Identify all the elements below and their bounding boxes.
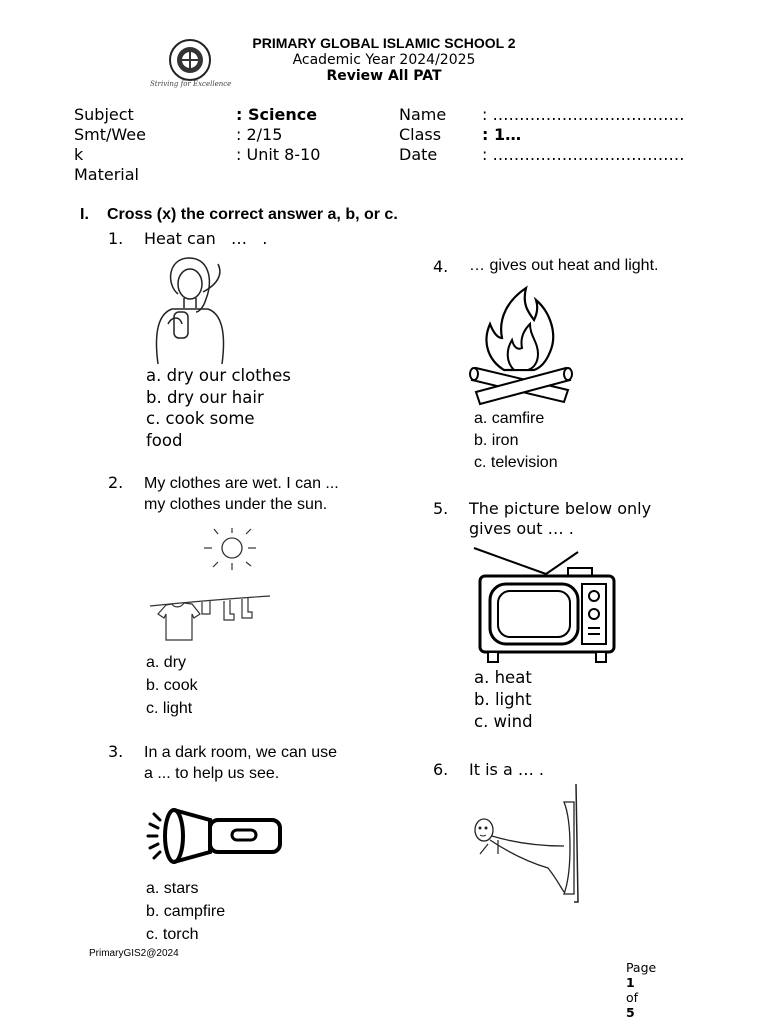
page-word: Page <box>625 960 657 975</box>
option-a[interactable]: a. heat <box>474 668 532 687</box>
question-4-options <box>474 408 558 474</box>
smt-week-label-k: k <box>74 145 84 164</box>
of-word: of <box>625 990 639 1005</box>
option-b[interactable]: b. dry our hair <box>146 387 264 407</box>
question-2-options <box>146 651 198 720</box>
option-c[interactable]: c. cook some <box>146 409 255 428</box>
question-3-text <box>144 742 337 784</box>
torch-picture <box>148 806 284 866</box>
page-number: 1 <box>625 975 635 990</box>
question-3-line-2: a ... to help us see. <box>144 765 280 782</box>
question-4-number: 4. <box>433 257 449 276</box>
question-3-line-1: In a dark room, we can use <box>144 744 337 761</box>
school-name: PRIMARY GLOBAL ISLAMIC SCHOOL 2 <box>252 35 516 51</box>
option-b[interactable]: b. cook <box>146 677 198 694</box>
review-title: Review All PAT <box>326 68 442 84</box>
question-5-line-1: The picture below only <box>469 499 652 518</box>
option-c[interactable]: c. wind <box>474 712 533 731</box>
person-behind-wall-picture <box>468 782 584 904</box>
info-values-left <box>236 105 320 165</box>
info-values-right <box>482 105 684 165</box>
footer-copyright: PrimaryGIS2@2024 <box>89 948 179 959</box>
section-number: I. <box>80 206 89 223</box>
television-picture <box>472 544 618 666</box>
subject-value: : Science <box>236 105 318 124</box>
question-3-options <box>146 877 225 946</box>
material-label: Material <box>74 165 139 184</box>
name-field: : ……………………………… <box>482 105 685 124</box>
page-indicator <box>618 945 656 1020</box>
info-labels-right <box>399 105 446 165</box>
option-c[interactable]: c. light <box>146 700 193 717</box>
woman-drying-hair-picture <box>148 254 238 366</box>
option-a[interactable]: a. stars <box>146 880 199 897</box>
option-b[interactable]: b. campfire <box>146 903 226 920</box>
name-label: Name <box>399 105 447 124</box>
campfire-picture <box>468 282 574 410</box>
question-4-text: … gives out heat and light. <box>469 257 659 274</box>
option-c[interactable]: c. torch <box>146 926 199 943</box>
question-2-line-1: My clothes are wet. I can ... <box>144 475 339 492</box>
smt-week-value: : 2/15 <box>236 125 283 144</box>
question-6-text: It is a … . <box>469 760 545 779</box>
info-labels-left <box>74 105 146 185</box>
option-c[interactable]: c. television <box>474 454 558 471</box>
question-2-line-2: my clothes under the sun. <box>144 496 328 513</box>
option-b[interactable]: b. iron <box>474 432 519 449</box>
question-6-number: 6. <box>433 760 449 779</box>
date-field: : ……………………………… <box>482 145 685 164</box>
option-a[interactable]: a. dry our clothes <box>146 366 291 385</box>
option-b[interactable]: b. light <box>474 690 532 709</box>
class-value: : 1… <box>482 125 522 144</box>
section-instruction: Cross (x) the correct answer a, b, or c. <box>107 206 398 223</box>
question-2-text <box>144 473 339 515</box>
school-motto: Striving for Excellence <box>150 80 232 88</box>
question-2-number: 2. <box>108 473 124 492</box>
question-5-line-2: gives out … . <box>469 519 574 538</box>
subject-label: Subject <box>74 105 134 124</box>
question-1-text: Heat can … . <box>144 229 268 248</box>
material-value: : Unit 8-10 <box>236 145 321 164</box>
question-3-number: 3. <box>108 742 124 761</box>
class-label: Class <box>399 125 442 144</box>
question-5-number: 5. <box>433 499 449 518</box>
date-label: Date <box>399 145 438 164</box>
question-1-options <box>146 365 291 451</box>
option-a[interactable]: a. camfire <box>474 410 545 427</box>
question-5-options <box>474 667 533 733</box>
question-5-text <box>469 499 651 539</box>
page-total: 5 <box>625 1005 635 1020</box>
sun-and-clothesline-picture <box>148 522 278 648</box>
smt-week-label: Smt/Wee <box>74 125 146 144</box>
option-c-continued: food <box>146 430 183 450</box>
option-a[interactable]: a. dry <box>146 654 187 671</box>
question-1-number: 1. <box>108 229 124 248</box>
academic-year: Academic Year 2024/2025 <box>292 52 476 68</box>
